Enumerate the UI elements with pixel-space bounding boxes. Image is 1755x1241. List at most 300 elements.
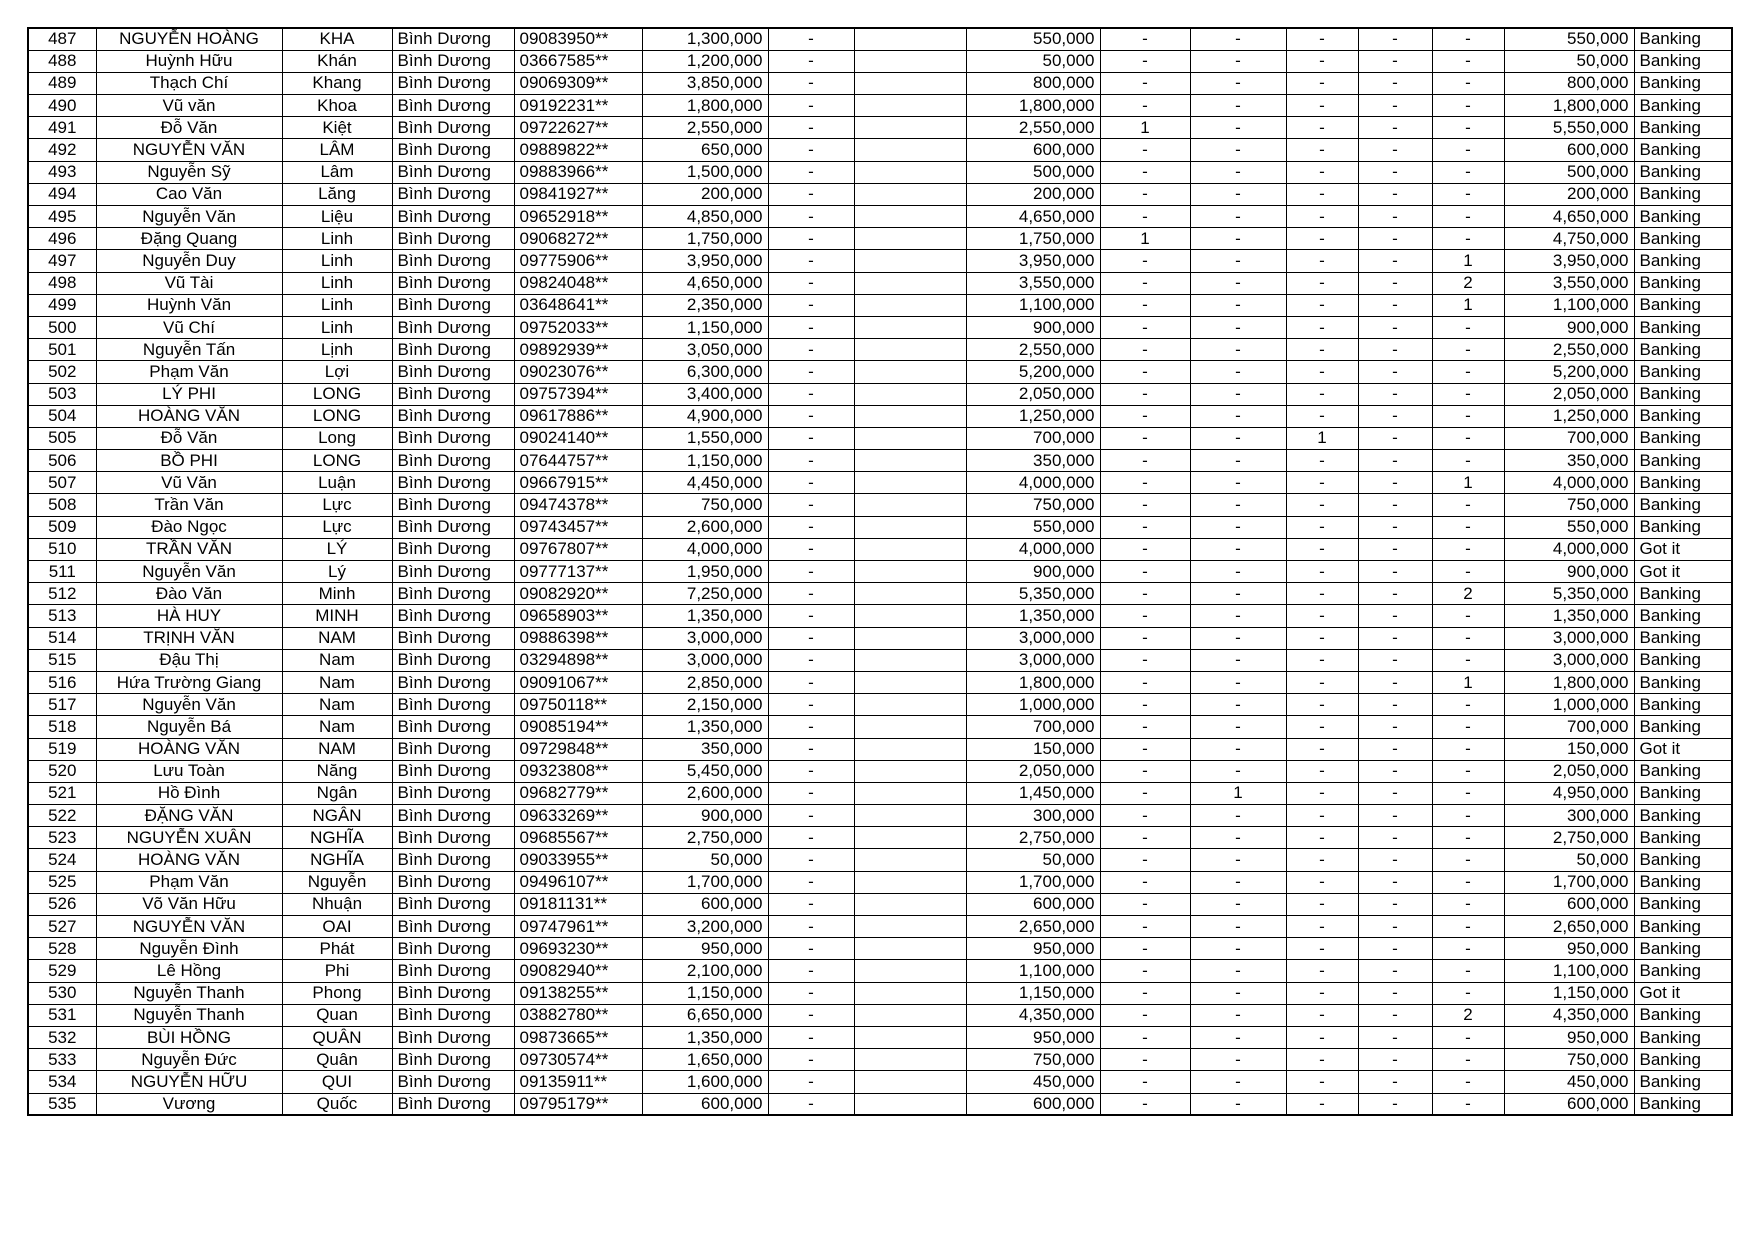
- cell-payment-method: Banking: [1634, 250, 1732, 272]
- cell-dash-col: -: [768, 960, 854, 982]
- cell-phone: 09886398**: [514, 627, 642, 649]
- cell-blank-col: [854, 383, 966, 405]
- cell-amount-b: 1,000,000: [966, 694, 1100, 716]
- cell-dash-col: -: [768, 1026, 854, 1048]
- cell-last-name: TRỊNH VĂN: [96, 627, 282, 649]
- cell-count-3: -: [1286, 494, 1358, 516]
- table-row: [28, 871, 1732, 893]
- cell-count-1: -: [1100, 494, 1190, 516]
- cell-count-5: 2: [1432, 272, 1504, 294]
- cell-province: Bình Dương: [392, 805, 514, 827]
- cell-count-5: -: [1432, 1071, 1504, 1093]
- cell-count-1: -: [1100, 960, 1190, 982]
- cell-count-2: -: [1190, 538, 1286, 560]
- cell-row-number: 511: [28, 561, 96, 583]
- cell-count-2: -: [1190, 427, 1286, 449]
- cell-count-1: -: [1100, 72, 1190, 94]
- cell-first-name: Lợi: [282, 361, 392, 383]
- cell-payment-method: Banking: [1634, 472, 1732, 494]
- cell-payment-method: Banking: [1634, 960, 1732, 982]
- cell-phone: 09068272**: [514, 228, 642, 250]
- cell-last-name: Vương: [96, 1093, 282, 1115]
- cell-amount-a: 1,950,000: [642, 561, 768, 583]
- cell-count-4: -: [1358, 716, 1432, 738]
- cell-row-number: 524: [28, 849, 96, 871]
- cell-total-amount: 1,700,000: [1504, 871, 1634, 893]
- cell-amount-b: 2,750,000: [966, 827, 1100, 849]
- cell-blank-col: [854, 405, 966, 427]
- cell-payment-method: Banking: [1634, 405, 1732, 427]
- cell-last-name: Đậu Thị: [96, 649, 282, 671]
- cell-amount-b: 750,000: [966, 1049, 1100, 1071]
- cell-first-name: Phong: [282, 982, 392, 1004]
- cell-row-number: 489: [28, 72, 96, 94]
- cell-amount-b: 3,000,000: [966, 649, 1100, 671]
- cell-row-number: 523: [28, 827, 96, 849]
- cell-dash-col: -: [768, 916, 854, 938]
- cell-amount-b: 950,000: [966, 938, 1100, 960]
- cell-count-1: -: [1100, 694, 1190, 716]
- cell-count-2: -: [1190, 605, 1286, 627]
- cell-amount-a: 1,600,000: [642, 1071, 768, 1093]
- cell-payment-method: Banking: [1634, 383, 1732, 405]
- cell-payment-method: Banking: [1634, 627, 1732, 649]
- cell-row-number: 515: [28, 649, 96, 671]
- table-row: [28, 982, 1732, 1004]
- cell-total-amount: 700,000: [1504, 427, 1634, 449]
- cell-count-5: -: [1432, 183, 1504, 205]
- cell-row-number: 502: [28, 361, 96, 383]
- cell-count-2: -: [1190, 28, 1286, 50]
- cell-total-amount: 4,750,000: [1504, 228, 1634, 250]
- cell-total-amount: 50,000: [1504, 50, 1634, 72]
- cell-payment-method: Banking: [1634, 206, 1732, 228]
- cell-row-number: 498: [28, 272, 96, 294]
- cell-count-3: -: [1286, 383, 1358, 405]
- cell-count-5: -: [1432, 361, 1504, 383]
- cell-total-amount: 2,550,000: [1504, 339, 1634, 361]
- cell-count-2: -: [1190, 294, 1286, 316]
- cell-dash-col: -: [768, 339, 854, 361]
- cell-count-2: -: [1190, 694, 1286, 716]
- cell-count-3: -: [1286, 472, 1358, 494]
- cell-count-2: -: [1190, 760, 1286, 782]
- cell-count-5: -: [1432, 383, 1504, 405]
- cell-row-number: 520: [28, 760, 96, 782]
- cell-total-amount: 800,000: [1504, 72, 1634, 94]
- cell-payment-method: Got it: [1634, 982, 1732, 1004]
- cell-row-number: 487: [28, 28, 96, 50]
- cell-last-name: BÙI HỒNG: [96, 1026, 282, 1048]
- cell-province: Bình Dương: [392, 1071, 514, 1093]
- cell-total-amount: 50,000: [1504, 849, 1634, 871]
- cell-count-5: -: [1432, 561, 1504, 583]
- cell-last-name: Đào Ngọc: [96, 516, 282, 538]
- cell-total-amount: 1,000,000: [1504, 694, 1634, 716]
- cell-province: Bình Dương: [392, 716, 514, 738]
- cell-blank-col: [854, 1049, 966, 1071]
- cell-amount-a: 900,000: [642, 805, 768, 827]
- cell-province: Bình Dương: [392, 50, 514, 72]
- cell-count-2: -: [1190, 916, 1286, 938]
- cell-first-name: Lý: [282, 561, 392, 583]
- cell-count-3: -: [1286, 206, 1358, 228]
- cell-payment-method: Banking: [1634, 782, 1732, 804]
- cell-first-name: Năng: [282, 760, 392, 782]
- cell-count-4: -: [1358, 1049, 1432, 1071]
- cell-dash-col: -: [768, 1071, 854, 1093]
- cell-amount-a: 1,550,000: [642, 427, 768, 449]
- cell-first-name: Luận: [282, 472, 392, 494]
- table-row: [28, 649, 1732, 671]
- cell-dash-col: -: [768, 694, 854, 716]
- cell-count-3: -: [1286, 183, 1358, 205]
- cell-province: Bình Dương: [392, 1049, 514, 1071]
- cell-amount-b: 1,100,000: [966, 960, 1100, 982]
- cell-dash-col: -: [768, 272, 854, 294]
- cell-amount-a: 3,000,000: [642, 649, 768, 671]
- cell-blank-col: [854, 339, 966, 361]
- cell-phone: 09083950**: [514, 28, 642, 50]
- cell-last-name: Vũ Chí: [96, 316, 282, 338]
- cell-province: Bình Dương: [392, 28, 514, 50]
- cell-payment-method: Banking: [1634, 494, 1732, 516]
- cell-row-number: 531: [28, 1004, 96, 1026]
- cell-count-4: -: [1358, 538, 1432, 560]
- table-row: [28, 538, 1732, 560]
- cell-dash-col: -: [768, 538, 854, 560]
- cell-amount-a: 4,650,000: [642, 272, 768, 294]
- cell-row-number: 517: [28, 694, 96, 716]
- cell-payment-method: Banking: [1634, 272, 1732, 294]
- cell-total-amount: 350,000: [1504, 450, 1634, 472]
- cell-payment-method: Banking: [1634, 1004, 1732, 1026]
- table-row: [28, 95, 1732, 117]
- cell-total-amount: 550,000: [1504, 516, 1634, 538]
- cell-count-4: -: [1358, 427, 1432, 449]
- cell-first-name: Lăng: [282, 183, 392, 205]
- cell-count-1: -: [1100, 383, 1190, 405]
- cell-amount-b: 4,650,000: [966, 206, 1100, 228]
- cell-row-number: 503: [28, 383, 96, 405]
- cell-first-name: Linh: [282, 294, 392, 316]
- cell-amount-b: 600,000: [966, 139, 1100, 161]
- cell-count-3: -: [1286, 649, 1358, 671]
- cell-count-4: -: [1358, 605, 1432, 627]
- cell-amount-a: 5,450,000: [642, 760, 768, 782]
- cell-total-amount: 600,000: [1504, 139, 1634, 161]
- cell-count-5: -: [1432, 1093, 1504, 1115]
- cell-phone: 09889822**: [514, 139, 642, 161]
- cell-first-name: LONG: [282, 405, 392, 427]
- cell-count-4: -: [1358, 782, 1432, 804]
- cell-count-4: -: [1358, 339, 1432, 361]
- cell-first-name: NAM: [282, 738, 392, 760]
- table-row: [28, 28, 1732, 50]
- cell-count-3: -: [1286, 782, 1358, 804]
- cell-first-name: Lâm: [282, 161, 392, 183]
- cell-phone: 09767807**: [514, 538, 642, 560]
- cell-count-4: -: [1358, 583, 1432, 605]
- cell-total-amount: 700,000: [1504, 716, 1634, 738]
- cell-amount-a: 1,150,000: [642, 316, 768, 338]
- cell-phone: 09750118**: [514, 694, 642, 716]
- cell-phone: 09192231**: [514, 95, 642, 117]
- cell-count-5: -: [1432, 538, 1504, 560]
- cell-count-3: -: [1286, 916, 1358, 938]
- cell-total-amount: 2,750,000: [1504, 827, 1634, 849]
- cell-total-amount: 900,000: [1504, 561, 1634, 583]
- cell-first-name: MINH: [282, 605, 392, 627]
- cell-count-2: -: [1190, 339, 1286, 361]
- cell-count-1: -: [1100, 1093, 1190, 1115]
- cell-last-name: TRẦN VĂN: [96, 538, 282, 560]
- cell-row-number: 535: [28, 1093, 96, 1115]
- cell-count-4: -: [1358, 139, 1432, 161]
- cell-first-name: Lực: [282, 494, 392, 516]
- cell-count-3: -: [1286, 561, 1358, 583]
- cell-blank-col: [854, 827, 966, 849]
- cell-dash-col: -: [768, 50, 854, 72]
- cell-province: Bình Dương: [392, 1093, 514, 1115]
- cell-blank-col: [854, 316, 966, 338]
- table-row: [28, 1093, 1732, 1115]
- cell-amount-b: 600,000: [966, 893, 1100, 915]
- cell-province: Bình Dương: [392, 627, 514, 649]
- cell-row-number: 491: [28, 117, 96, 139]
- cell-phone: 09795179**: [514, 1093, 642, 1115]
- cell-phone: 09775906**: [514, 250, 642, 272]
- cell-total-amount: 5,350,000: [1504, 583, 1634, 605]
- cell-payment-method: Banking: [1634, 1026, 1732, 1048]
- cell-first-name: OAI: [282, 916, 392, 938]
- cell-last-name: Võ Văn Hữu: [96, 893, 282, 915]
- cell-count-5: -: [1432, 627, 1504, 649]
- cell-count-1: -: [1100, 516, 1190, 538]
- cell-phone: 03648641**: [514, 294, 642, 316]
- cell-amount-a: 1,350,000: [642, 1026, 768, 1048]
- cell-count-3: -: [1286, 450, 1358, 472]
- cell-dash-col: -: [768, 871, 854, 893]
- cell-amount-a: 3,850,000: [642, 72, 768, 94]
- cell-province: Bình Dương: [392, 472, 514, 494]
- cell-row-number: 506: [28, 450, 96, 472]
- cell-dash-col: -: [768, 583, 854, 605]
- cell-total-amount: 1,350,000: [1504, 605, 1634, 627]
- cell-count-2: -: [1190, 516, 1286, 538]
- table-row: [28, 272, 1732, 294]
- cell-first-name: LONG: [282, 450, 392, 472]
- cell-count-3: -: [1286, 1071, 1358, 1093]
- cell-amount-b: 1,700,000: [966, 871, 1100, 893]
- cell-count-2: -: [1190, 117, 1286, 139]
- cell-count-2: -: [1190, 738, 1286, 760]
- cell-row-number: 532: [28, 1026, 96, 1048]
- cell-count-2: -: [1190, 316, 1286, 338]
- cell-count-4: -: [1358, 627, 1432, 649]
- cell-total-amount: 5,200,000: [1504, 361, 1634, 383]
- table-row: [28, 161, 1732, 183]
- cell-amount-a: 750,000: [642, 494, 768, 516]
- cell-first-name: Lực: [282, 516, 392, 538]
- cell-amount-a: 2,350,000: [642, 294, 768, 316]
- cell-first-name: Minh: [282, 583, 392, 605]
- table-row: [28, 427, 1732, 449]
- table-row: [28, 760, 1732, 782]
- cell-blank-col: [854, 272, 966, 294]
- cell-row-number: 501: [28, 339, 96, 361]
- cell-blank-col: [854, 916, 966, 938]
- cell-count-4: -: [1358, 893, 1432, 915]
- cell-row-number: 493: [28, 161, 96, 183]
- cell-first-name: LÂM: [282, 139, 392, 161]
- cell-amount-b: 1,800,000: [966, 95, 1100, 117]
- cell-dash-col: -: [768, 450, 854, 472]
- cell-amount-b: 1,250,000: [966, 405, 1100, 427]
- cell-province: Bình Dương: [392, 561, 514, 583]
- cell-first-name: QUI: [282, 1071, 392, 1093]
- table-row: [28, 561, 1732, 583]
- table-row: [28, 294, 1732, 316]
- cell-count-2: 1: [1190, 782, 1286, 804]
- cell-province: Bình Dương: [392, 694, 514, 716]
- cell-dash-col: -: [768, 716, 854, 738]
- cell-amount-a: 200,000: [642, 183, 768, 205]
- cell-blank-col: [854, 294, 966, 316]
- cell-amount-b: 700,000: [966, 427, 1100, 449]
- cell-first-name: Ngân: [282, 782, 392, 804]
- cell-count-5: -: [1432, 117, 1504, 139]
- cell-blank-col: [854, 516, 966, 538]
- cell-count-5: -: [1432, 716, 1504, 738]
- cell-count-1: -: [1100, 28, 1190, 50]
- cell-province: Bình Dương: [392, 916, 514, 938]
- cell-row-number: 512: [28, 583, 96, 605]
- cell-total-amount: 3,000,000: [1504, 627, 1634, 649]
- cell-amount-a: 7,250,000: [642, 583, 768, 605]
- cell-payment-method: Banking: [1634, 583, 1732, 605]
- cell-count-2: -: [1190, 1071, 1286, 1093]
- cell-count-4: -: [1358, 316, 1432, 338]
- cell-row-number: 518: [28, 716, 96, 738]
- cell-count-4: -: [1358, 450, 1432, 472]
- cell-count-1: -: [1100, 1026, 1190, 1048]
- cell-amount-a: 350,000: [642, 738, 768, 760]
- cell-blank-col: [854, 206, 966, 228]
- cell-row-number: 526: [28, 893, 96, 915]
- cell-total-amount: 600,000: [1504, 893, 1634, 915]
- cell-payment-method: Banking: [1634, 694, 1732, 716]
- cell-first-name: Quân: [282, 1049, 392, 1071]
- cell-amount-b: 5,350,000: [966, 583, 1100, 605]
- cell-amount-b: 600,000: [966, 1093, 1100, 1115]
- cell-amount-b: 1,800,000: [966, 671, 1100, 693]
- cell-first-name: Nam: [282, 694, 392, 716]
- cell-count-2: -: [1190, 50, 1286, 72]
- cell-payment-method: Banking: [1634, 294, 1732, 316]
- cell-total-amount: 5,550,000: [1504, 117, 1634, 139]
- cell-count-3: -: [1286, 339, 1358, 361]
- table-row: [28, 893, 1732, 915]
- cell-phone: 09496107**: [514, 871, 642, 893]
- cell-row-number: 494: [28, 183, 96, 205]
- cell-payment-method: Banking: [1634, 316, 1732, 338]
- cell-amount-a: 2,100,000: [642, 960, 768, 982]
- cell-count-1: -: [1100, 294, 1190, 316]
- cell-blank-col: [854, 982, 966, 1004]
- cell-count-1: -: [1100, 649, 1190, 671]
- cell-row-number: 528: [28, 938, 96, 960]
- cell-count-4: -: [1358, 738, 1432, 760]
- table-row: [28, 228, 1732, 250]
- cell-count-1: -: [1100, 161, 1190, 183]
- cell-count-2: -: [1190, 627, 1286, 649]
- cell-count-5: -: [1432, 694, 1504, 716]
- cell-last-name: ĐẶNG VĂN: [96, 805, 282, 827]
- cell-amount-b: 450,000: [966, 1071, 1100, 1093]
- cell-count-5: -: [1432, 805, 1504, 827]
- cell-payment-method: Banking: [1634, 805, 1732, 827]
- cell-dash-col: -: [768, 605, 854, 627]
- cell-row-number: 505: [28, 427, 96, 449]
- cell-amount-b: 200,000: [966, 183, 1100, 205]
- cell-row-number: 496: [28, 228, 96, 250]
- cell-count-2: -: [1190, 982, 1286, 1004]
- cell-count-2: -: [1190, 871, 1286, 893]
- cell-amount-b: 150,000: [966, 738, 1100, 760]
- cell-count-3: -: [1286, 50, 1358, 72]
- cell-count-3: -: [1286, 1093, 1358, 1115]
- cell-dash-col: -: [768, 561, 854, 583]
- cell-count-5: -: [1432, 228, 1504, 250]
- cell-dash-col: -: [768, 361, 854, 383]
- cell-count-3: -: [1286, 516, 1358, 538]
- cell-count-2: -: [1190, 450, 1286, 472]
- cell-dash-col: -: [768, 849, 854, 871]
- cell-count-2: -: [1190, 161, 1286, 183]
- cell-count-4: -: [1358, 50, 1432, 72]
- cell-phone: 09873665**: [514, 1026, 642, 1048]
- cell-payment-method: Banking: [1634, 871, 1732, 893]
- cell-amount-a: 1,350,000: [642, 605, 768, 627]
- table-row: [28, 671, 1732, 693]
- cell-dash-col: -: [768, 72, 854, 94]
- cell-count-3: -: [1286, 694, 1358, 716]
- cell-last-name: NGUYỄN XUÂN: [96, 827, 282, 849]
- cell-payment-method: Banking: [1634, 716, 1732, 738]
- cell-total-amount: 4,000,000: [1504, 538, 1634, 560]
- cell-row-number: 495: [28, 206, 96, 228]
- cell-dash-col: -: [768, 183, 854, 205]
- cell-count-5: -: [1432, 893, 1504, 915]
- cell-count-5: -: [1432, 316, 1504, 338]
- cell-count-5: -: [1432, 206, 1504, 228]
- cell-phone: 09892939**: [514, 339, 642, 361]
- cell-count-3: -: [1286, 627, 1358, 649]
- cell-count-4: -: [1358, 183, 1432, 205]
- cell-count-1: -: [1100, 871, 1190, 893]
- cell-count-1: -: [1100, 50, 1190, 72]
- cell-amount-a: 2,600,000: [642, 516, 768, 538]
- cell-row-number: 504: [28, 405, 96, 427]
- cell-total-amount: 1,100,000: [1504, 960, 1634, 982]
- cell-count-3: -: [1286, 95, 1358, 117]
- table-row: [28, 583, 1732, 605]
- cell-phone: 09069309**: [514, 72, 642, 94]
- cell-province: Bình Dương: [392, 1004, 514, 1026]
- table-row: [28, 694, 1732, 716]
- cell-count-1: -: [1100, 272, 1190, 294]
